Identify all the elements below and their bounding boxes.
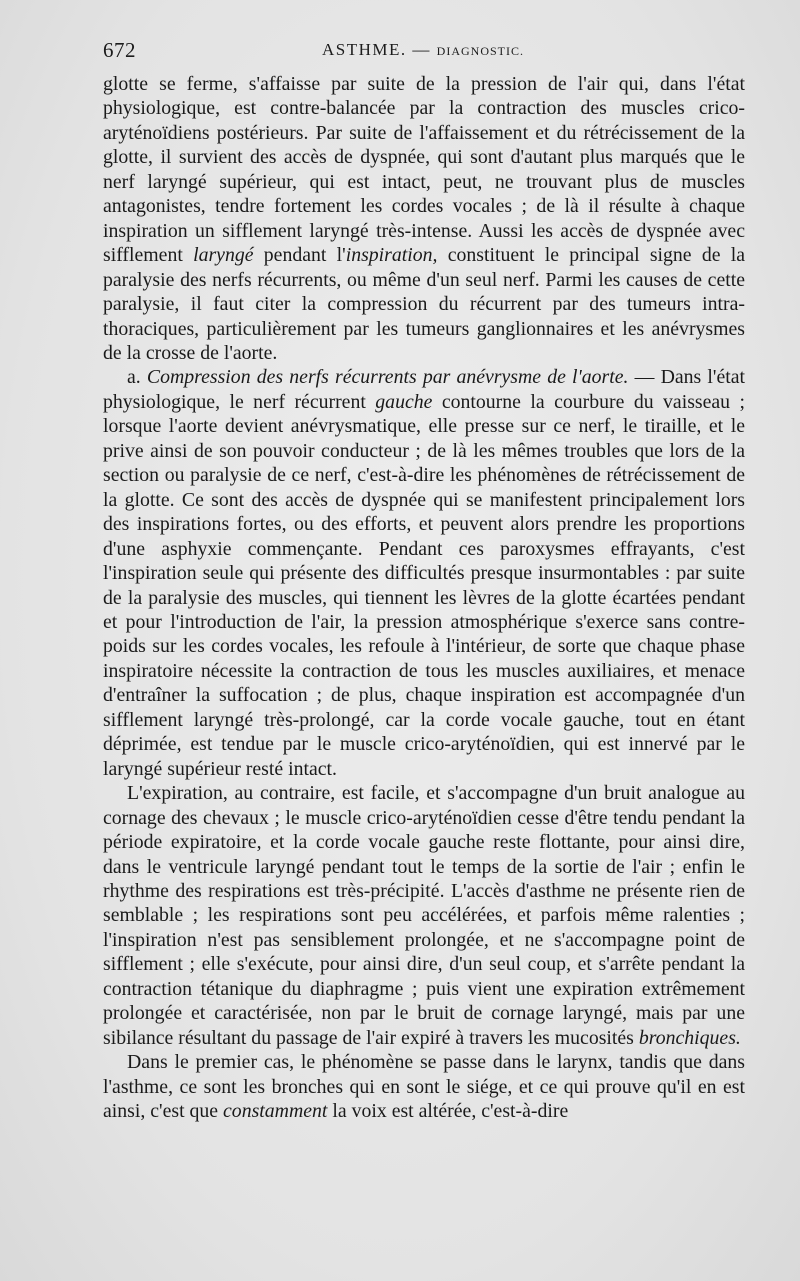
- para1-end: constituent le principal signe de la paralysie des nerfs récurrents, ou même d'un seul nerf. Parmi les causes de cette paralysie, il faut citer la compression du récurrent par des tumeurs intra-thoraciques, particulièrement par les tumeurs ganglionnaires et les anévrysmes de la crosse de l'aorte.: [103, 244, 746, 364]
- para3-italic: bronchiques.: [638, 1026, 741, 1049]
- para4-text: Dans le premier cas, le phénomène se passe dans le larynx, tandis que dans l'asthme, ce sont les bronches qui en sont le siége, et ce qui prouve qu'il en est ainsi, c'est que: [103, 1051, 745, 1123]
- running-head-subtitle: DIAGNOSTIC.: [436, 44, 524, 58]
- running-head-title: ASTHME.: [322, 40, 407, 59]
- page-number: 672: [103, 38, 136, 62]
- para1-mid: pendant l': [263, 244, 346, 267]
- paragraph-2: [103, 365, 745, 781]
- para1-italic-1: laryngé: [193, 244, 254, 267]
- para2-italic: gauche: [375, 390, 433, 413]
- paragraph-3: [103, 781, 745, 1050]
- para2-mid: — Dans l'état physiologique, le nerf récurrent: [103, 366, 746, 413]
- para2-rest: contourne la courbure du vaisseau ; lorsque l'aorte devient anévrysmatique, elle presse sur ce nerf, le tiraille, et le prive ainsi de son pouvoir conducteur ; de là les mêmes troubles que lors de la section ou paralysie de ce nerf, c'est-à-dire les phénomènes de rétrécissement de la glotte. Ce sont des accès de dyspnée qui se manifestent principalement lors des inspirations fortes, ou des efforts, et peuvent alors prendre les proportions d'une asphyxie commençante. Pendant ces paroxysmes effrayants, c'est l'inspiration seule qui présente des difficultés presque insurmontables : par suite de la paralysie des muscles, qui tiennent les lèvres de la glotte écartées pendant et pour l'introduction de l'air, la pression atmosphérique s'exerce sans contre-poids sur les cordes vocales, les refoule à l'intérieur, de sorte que chaque phase inspiratoire nécessite la contraction de tous les muscles auxiliaires, et menace d'entraîner la suffocation ; de plus, chaque inspiration est accompagnée d'un sifflement laryngé très-prolongé, car la corde vocale gauche, tout en étant déprimée, est tendue par le muscle crico-aryténoïdien, qui est innervé par le laryngé supérieur resté intact.: [103, 390, 745, 780]
- para2-label: a.: [127, 366, 141, 389]
- page-header: [103, 38, 743, 68]
- para4-italic: constamment: [223, 1100, 328, 1123]
- body-text: [103, 72, 745, 1123]
- para2-heading: Compression des nerfs récurrents par anévrysme de l'aorte.: [146, 366, 629, 389]
- paragraph-4: [103, 1050, 745, 1123]
- paragraph-1: [103, 72, 745, 365]
- para3-text: L'expiration, au contraire, est facile, et s'accompagne d'un bruit analogue au cornage des chevaux ; le muscle crico-aryténoïdien cesse d'être tendu pendant la période expiratoire, et la corde vocale gauche reste flottante, pour ainsi dire, dans le ventricule laryngé pendant tout le temps de la sortie de l'air ; enfin le rhythme des respirations est très-précipité. L'accès d'asthme ne présente rien de semblable ; les respirations sont peu accélérées, et parfois même ralenties ; l'inspiration n'est pas sensiblement prolongée, et ne s'accompagne point de sifflement ; elle s'exécute, pour ainsi dire, d'un seul coup, et s'arrête pendant la contraction tétanique du diaphragme ; puis vient une expiration extrêmement prolongée et caractérisée, non par le bruit de cornage laryngé, mais par une sibilance résultant du passage de l'air expiré à travers les mucosités: [103, 782, 745, 1049]
- para1-text: glotte se ferme, s'affaisse par suite de la pression de l'air qui, dans l'état physiologique, est contre-balancée par la contraction des muscles crico-aryténoïdiens postérieurs. Par suite de l'affaissement et du rétrécissement de la glotte, il survient des accès de dyspnée, qui sont d'autant plus marqués que le nerf laryngé supérieur, qui est intact, peut, ne trouvant plus de muscles antagonistes, tendre fortement les cordes vocales ; de là il résulte à chaque inspiration un sifflement laryngé très-intense. Aussi les accès de dyspnée avec sifflement: [103, 73, 745, 267]
- running-head: [103, 40, 743, 60]
- para4-end: la voix est altérée, c'est-à-dire: [332, 1100, 569, 1123]
- para1-italic-2: inspiration,: [345, 244, 438, 267]
- running-head-separator: —: [412, 40, 431, 59]
